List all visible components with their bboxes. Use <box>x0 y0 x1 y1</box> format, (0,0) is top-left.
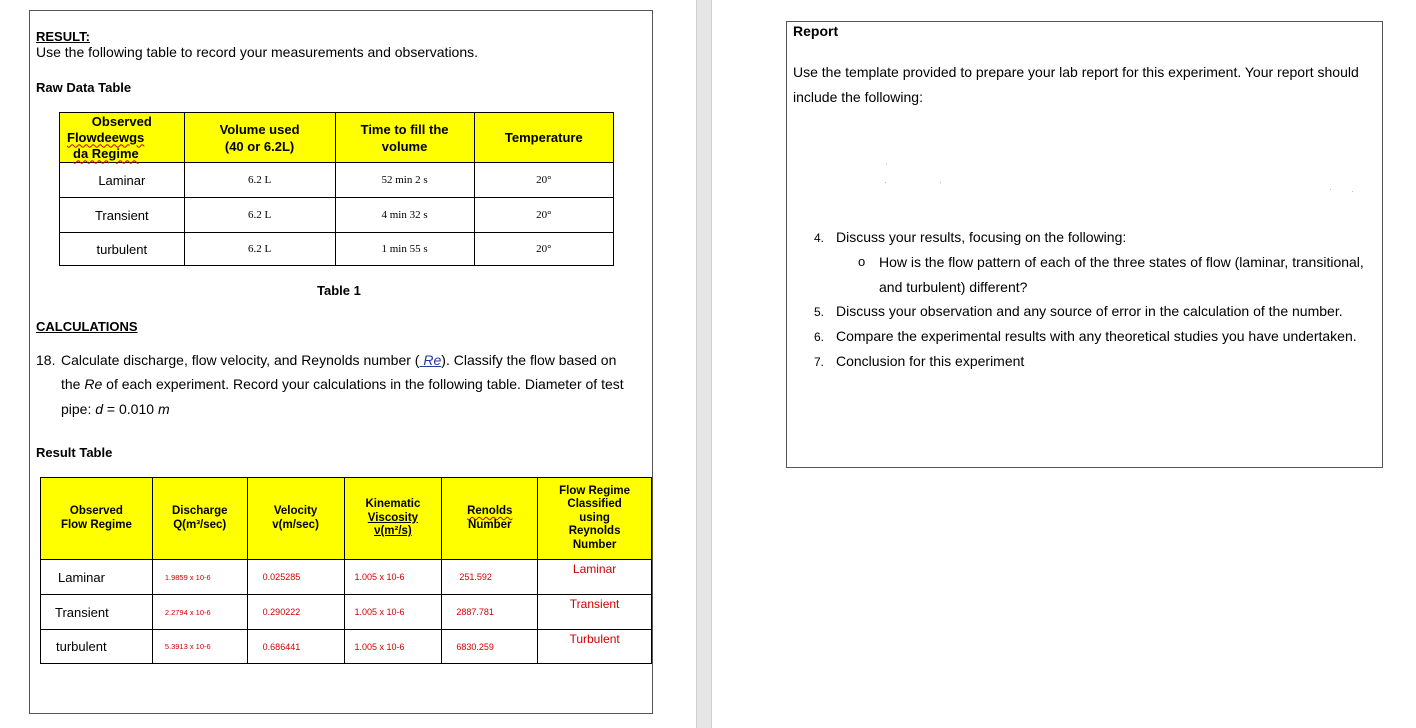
result-heading: RESULT: <box>36 29 90 44</box>
result-table-header-row <box>41 478 652 560</box>
page-gap-divider <box>696 0 712 728</box>
raw-volume-cell: 6.2 L <box>184 163 335 198</box>
item-number: 7. <box>814 355 825 369</box>
q18-text: the <box>61 376 85 392</box>
header-line: Discharge <box>171 505 228 517</box>
q18-d: d <box>95 401 104 417</box>
speck <box>1352 191 1353 192</box>
header-line: Classified <box>567 498 622 511</box>
header-line: Kinematic <box>365 498 421 511</box>
result-class-cell: Turbulent <box>538 630 652 664</box>
header-temperature: Temperature <box>474 113 613 163</box>
header-line: Observed <box>69 505 123 517</box>
raw-regime-cell: turbulent <box>60 233 185 266</box>
sub-item-line-1: How is the flow pattern of each of the three states of flow (laminar, transitional, <box>879 254 1364 270</box>
q18-number: 18. <box>36 352 56 368</box>
result-nu-cell: 1.005 x 10-6 <box>344 595 442 630</box>
q18-m: m <box>157 401 170 417</box>
header-volume-line2: (40 or 6.2L) <box>224 138 295 154</box>
header-flow-regime-classified <box>538 478 652 560</box>
q18-text: = 0.010 <box>103 401 158 417</box>
result-q-cell: 1.9859 x 10-6 <box>152 560 247 595</box>
raw-table-row <box>60 163 614 198</box>
result-v-cell: 0.686441 <box>247 630 344 664</box>
result-nu-cell: 1.005 x 10-6 <box>344 560 442 595</box>
header-line: using <box>579 511 610 524</box>
result-table-row <box>41 560 652 595</box>
result-q-cell: 5.3913 x 10-6 <box>152 630 247 664</box>
result-re-cell: 2887.781 <box>442 595 538 630</box>
raw-regime-cell: Transient <box>60 198 185 233</box>
speck <box>940 182 941 183</box>
calculations-heading: CALCULATIONS <box>36 319 138 334</box>
report-item-5: Discuss your observation and any source of error in the calculation of the number. <box>836 303 1343 319</box>
result-q-cell: 2.2794 x 10-6 <box>152 595 247 630</box>
report-item-4: Discuss your results, focusing on the following: <box>836 229 1127 245</box>
header-line: ν(m²/s) <box>374 525 412 538</box>
header-discharge <box>152 478 247 560</box>
result-re-cell: 251.592 <box>442 560 538 595</box>
q18-re-link: Re <box>419 352 442 368</box>
header-line: Number <box>468 518 512 531</box>
header-volume-used <box>184 113 335 163</box>
header-line: Number <box>572 538 617 551</box>
q18-text: pipe: <box>61 401 96 417</box>
header-observed-regime <box>60 113 185 163</box>
header-line: Viscosity <box>367 511 419 524</box>
table-caption: Table 1 <box>317 283 361 298</box>
raw-table-row <box>60 198 614 233</box>
q18-line-1 <box>61 352 616 368</box>
header-line: Renolds <box>467 505 513 517</box>
result-table-title: Result Table <box>36 445 113 460</box>
report-item-6: Compare the experimental results with any theoretical studies you have undertaken. <box>836 328 1357 344</box>
result-v-cell: 0.290222 <box>247 595 344 630</box>
raw-temp-cell: 20° <box>474 163 613 198</box>
header-time-to-fill <box>335 113 474 163</box>
result-table <box>40 477 652 664</box>
result-nu-cell: 1.005 x 10-6 <box>344 630 442 664</box>
header-time-line1: Time to fill the <box>360 121 449 137</box>
raw-temp-cell: 20° <box>474 198 613 233</box>
result-table-row <box>41 595 652 630</box>
raw-table-header-row <box>60 113 614 163</box>
report-intro-line-1: Use the template provided to prepare your lab report for this experiment. Your report should <box>793 64 1359 80</box>
speck <box>1330 189 1331 190</box>
raw-data-table <box>59 112 614 266</box>
raw-table-row <box>60 233 614 266</box>
result-class-cell: Transient <box>538 595 652 630</box>
raw-time-cell: 4 min 32 s <box>335 198 474 233</box>
raw-regime-cell: Laminar <box>60 163 185 198</box>
result-table-row <box>41 630 652 664</box>
q18-text: of each experiment. Record your calculations in the following table. Diameter of test <box>102 376 624 392</box>
header-line: Flow Regime <box>60 518 132 531</box>
q18-re: Re <box>84 376 103 392</box>
header-volume-line1: Volume used <box>219 121 300 137</box>
q18-text: Calculate discharge, flow velocity, and Reynolds number ( <box>61 352 420 368</box>
header-observed-line1: Observed <box>91 113 152 129</box>
item-number: 4. <box>814 231 825 245</box>
header-observed-flow-regime <box>41 478 153 560</box>
header-line: Reynolds <box>568 525 621 538</box>
header-line: Q(m³/sec) <box>173 518 227 531</box>
report-intro-line-2: include the following: <box>793 89 923 105</box>
header-kinematic-viscosity <box>344 478 442 560</box>
header-line: Velocity <box>273 505 318 517</box>
header-time-line2: volume <box>381 138 428 154</box>
q18-line-2 <box>61 376 624 392</box>
raw-time-cell: 52 min 2 s <box>335 163 474 198</box>
result-regime-cell: Transient <box>41 595 153 630</box>
header-renolds-number <box>442 478 538 560</box>
header-line: Flow Regime <box>559 484 631 497</box>
header-observed-line2: Flowdeewgs <box>67 129 145 145</box>
result-re-cell: 6830.259 <box>442 630 538 664</box>
raw-temp-cell: 20° <box>474 233 613 266</box>
header-line: v(m/sec) <box>272 518 319 531</box>
result-class-cell: Laminar <box>538 560 652 595</box>
speck <box>886 163 887 164</box>
item-number: 5. <box>814 305 825 319</box>
header-velocity <box>247 478 344 560</box>
result-regime-cell: turbulent <box>41 630 153 664</box>
sub-item-line-2: and turbulent) different? <box>879 279 1028 295</box>
q18-text: ). Classify the flow based on <box>441 352 617 368</box>
speck <box>885 182 886 183</box>
sub-bullet: o <box>858 254 866 269</box>
report-title: Report <box>793 23 839 39</box>
result-v-cell: 0.025285 <box>247 560 344 595</box>
raw-table-title: Raw Data Table <box>36 80 132 95</box>
raw-volume-cell: 6.2 L <box>184 233 335 266</box>
q18-line-3 <box>61 401 170 417</box>
item-number: 6. <box>814 330 825 344</box>
header-observed-line3: da Regime <box>73 145 139 161</box>
report-item-7: Conclusion for this experiment <box>836 353 1025 369</box>
raw-volume-cell: 6.2 L <box>184 198 335 233</box>
raw-time-cell: 1 min 55 s <box>335 233 474 266</box>
intro-text: Use the following table to record your measurements and observations. <box>36 44 479 60</box>
result-regime-cell: Laminar <box>41 560 153 595</box>
